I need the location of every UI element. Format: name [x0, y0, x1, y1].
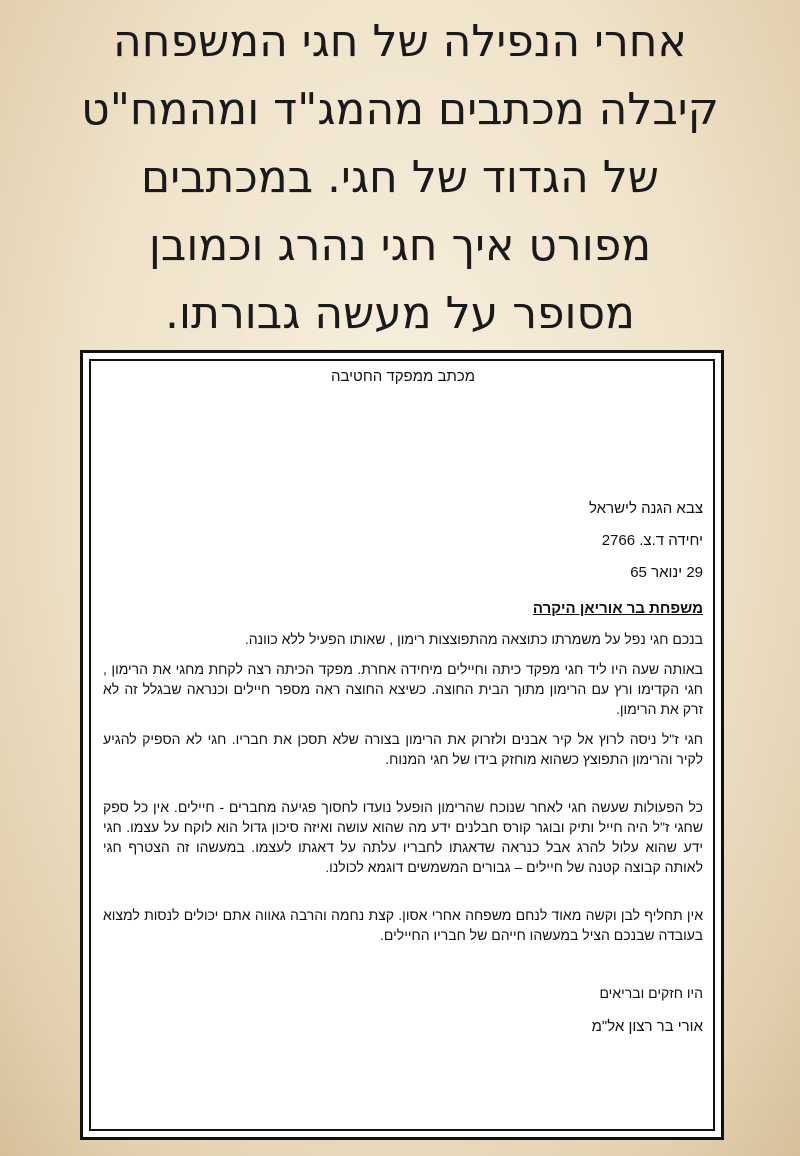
heading-line: אחרי הנפילה של חגי המשפחה [113, 16, 687, 67]
letter-paragraph: באותה שעה היו ליד חגי מפקד כיתה וחיילים מיחידה אחרת. מפקד הכיתה רצה לקחת מחגי את הרימון , חגי הקדימו ורץ עם הרימון מתוך הבית החוצה. כשיצא החוצה ראה מספר חיילים וכנראה שבגלל זה לא זרק את הרימון. [103, 661, 703, 717]
letter-signature: אורי בר רצון אל"מ [591, 1018, 703, 1035]
heading-line: מפורט איך חגי נהרג וכמובן [148, 220, 652, 271]
heading-line: של הגדוד של חגי. במכתבים [141, 152, 659, 203]
letter-title: מכתב ממפקד החטיבה [330, 368, 476, 385]
letter-paragraph: כל הפעולות שעשה חגי לאחר שנוכח שהרימון הופעל נועדו לחסוך פגיעה מחברים - חיילים. אין כל ספק שחגי ז"ל היה חייל ותיק ובוגר קורס חבלנים ידע מה שהוא עושה ואיזה סיכון גדול הוא לוקח על עצמו. חגי ידע שהוא עלול להרג אבל כנראה שדאגתו לחבריו עלתה על דאגתו לעצמו. במעשהו זה הצטרף חגי לאותה קבוצה קטנה של חיילים – גבורים המשמשים דוגמא לכולנו. [103, 799, 703, 875]
letter-salutation: משפחת בר אוריאן היקרה [532, 600, 703, 617]
letter-closing: היו חזקים ובריאים [599, 985, 703, 1001]
letter-paragraph: אין תחליף לבן וקשה מאוד לנחם משפחה אחרי אסון. קצת נחמה והרבה גאווה אתם יכולים לנסות למצוא בעובדה שבנכם הציל במעשהו חייהם של חבריו החיילים. [103, 907, 703, 943]
letter-frame [80, 350, 724, 1140]
letter-unit: יחידה ד.צ. 2766 [601, 532, 703, 549]
letter-org: צבא הגנה לישראל [589, 500, 703, 517]
heading-line: מסופר על מעשה גבורתו. [165, 288, 635, 339]
heading-line: קיבלה מכתבים מהמג"ד ומהמח"ט [81, 84, 719, 135]
letter-date: 29 ינואר 65 [630, 564, 703, 581]
letter-body [103, 367, 703, 1049]
letter-paragraph: חגי ז"ל ניסה לרוץ אל קיר אבנים ולזרוק את הרימון בצורה שלא תסכן את חבריו. חגי לא הספיק להגיע לקיר והרימון התפוצץ כשהוא מוחזק בידו של חגי המנוח. [103, 731, 703, 767]
letter-paragraph: בנכם חגי נפל על משמרתו כתוצאה מהתפוצצות רימון , שאותו הפעיל ללא כוונה. [244, 631, 703, 647]
page-heading [40, 8, 760, 348]
